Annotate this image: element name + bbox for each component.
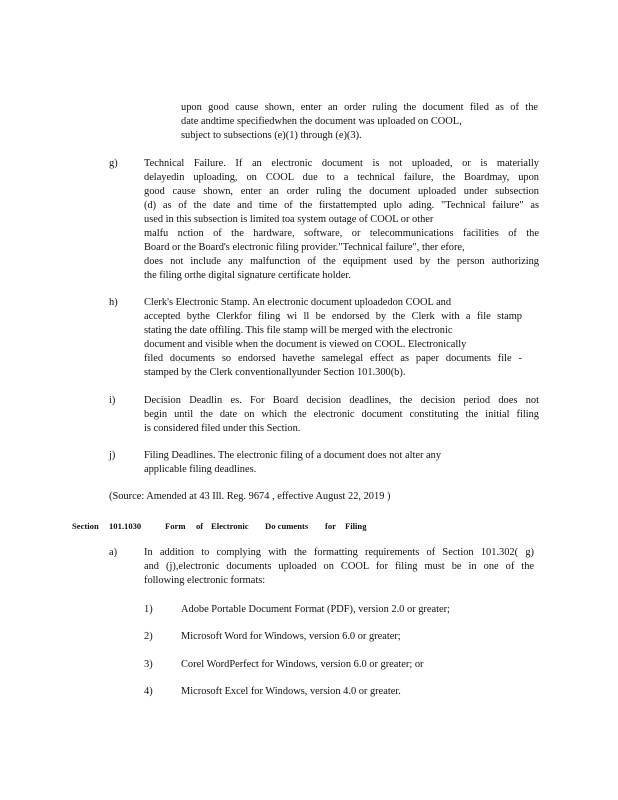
format-item-wordperfect: Corel WordPerfect for Windows, version 6.0 or greater; or (181, 659, 424, 670)
format-number: 2) (144, 631, 153, 642)
source-note: (Source: Amended at 43 Ill. Reg. 9674 , effective August 22, 2019 ) (109, 491, 391, 502)
paragraph-line: good cause shown, enter an order ruling the document uploaded under subsection (144, 186, 539, 197)
intro-line: upon good cause shown, enter an order ruling the document filed as of the (181, 102, 538, 113)
paragraph-line: stating the date offiling. This file stamp will be merged with the electronic (144, 325, 453, 336)
paragraph-line: filed documents so endorsed havethe samelegal effect as paper documents file - (144, 353, 522, 364)
format-number: 4) (144, 686, 153, 697)
paragraph-line: applicable filing deadlines. (144, 464, 257, 475)
format-item-pdf: Adobe Portable Document Format (PDF), version 2.0 or greater; (181, 604, 450, 615)
section-label: Section (72, 521, 99, 531)
paragraph-line: does not include any malfunction of the equipment used by the person authorizing (144, 256, 539, 267)
paragraph-line: Decision Deadlin es. For Board decision deadlines, the decision period does not (144, 395, 539, 406)
paragraph-line: used in this subsection is limited toa system outage of COOL or other (144, 214, 434, 225)
section-title-word: Filing (345, 521, 367, 531)
paragraph-line: Filing Deadlines. The electronic filing of a document does not alter any (144, 450, 442, 461)
section-title-word: Form (165, 521, 186, 531)
section-number: 101.1030 (109, 521, 142, 531)
paragraph-line: In addition to complying with the formatting requirements of Section 101.302( g) (144, 547, 534, 558)
section-title-word: for (325, 521, 336, 531)
paragraph-line: Technical Failure. If an electronic document is not uploaded, or is materially (144, 158, 539, 169)
paragraph-line: (d) as of the date and time of the firstattempted uplo ading. "Technical failure" as (144, 200, 539, 211)
paragraph-line: stamped by the Clerk conventionallyunder Section 101.300(b). (144, 367, 406, 378)
paragraph-line: the filing orthe digital signature certificate holder. (144, 270, 351, 281)
paragraph-line: accepted bythe Clerkfor filing wi ll be endorsed by the Clerk with a file stamp (144, 311, 522, 322)
section-title-word: Electronic (211, 521, 249, 531)
subsection-a-label: a) (109, 547, 118, 558)
subsection-g-text (144, 157, 539, 283)
paragraph-line: malfu nction of the hardware, software, or telecommunications facilities of the (144, 228, 539, 239)
paragraph-line: Board or the Board's electronic filing provider."Technical failure", ther efore, (144, 242, 465, 253)
intro-line: date andtime specifiedwhen the document was uploaded on COOL, (181, 116, 462, 127)
paragraph-line: document and visible when the document is viewed on COOL. Electronically (144, 339, 467, 350)
paragraph-line: is considered filed under this Section. (144, 423, 301, 434)
format-number: 3) (144, 659, 153, 670)
subsection-j-text (144, 449, 489, 477)
subsection-h-text (144, 296, 522, 380)
paragraph-line: and (j),electronic documents uploaded on COOL for filing must be in one of the (144, 561, 534, 572)
format-item-excel: Microsoft Excel for Windows, version 4.0 or greater. (181, 686, 401, 697)
paragraph-line: following electronic formats: (144, 575, 266, 586)
intro-paragraph (181, 101, 538, 143)
subsection-a-text (144, 546, 534, 588)
format-number: 1) (144, 604, 153, 615)
paragraph-line: begin until the date on which the electronic document constituting the initial filing (144, 409, 539, 420)
paragraph-line: delayedin uploading, on COOL due to a technical failure, the Boardmay, upon (144, 172, 539, 183)
section-title-word: of (196, 521, 204, 531)
subsection-i-label: i) (109, 395, 116, 406)
format-item-word: Microsoft Word for Windows, version 6.0 or greater; (181, 631, 401, 642)
subsection-g-label: g) (109, 158, 118, 169)
subsection-h-label: h) (109, 297, 118, 308)
subsection-j-label: j) (109, 450, 116, 461)
paragraph-line: Clerk's Electronic Stamp. An electronic document uploadedon COOL and (144, 297, 452, 308)
section-title-word: Do cuments (265, 521, 309, 531)
intro-line: subject to subsections (e)(1) through (e)(3). (181, 130, 362, 141)
subsection-i-text (144, 394, 539, 436)
